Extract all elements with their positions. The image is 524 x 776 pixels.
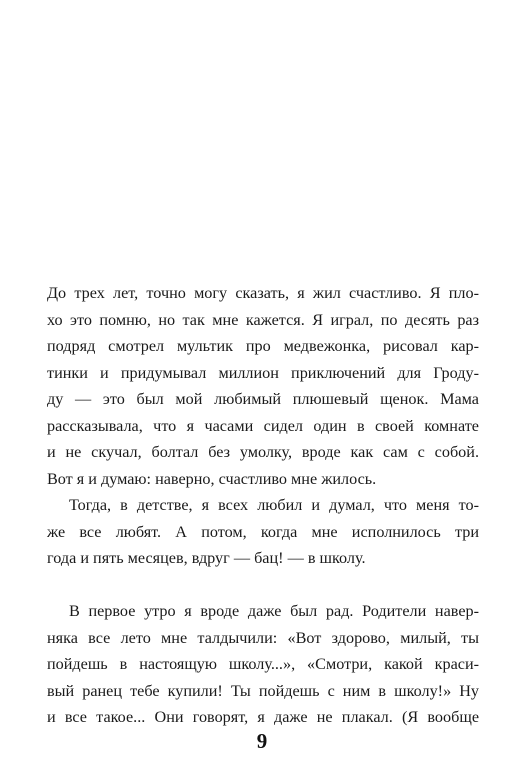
text-line: Вот я и думаю: наверно, счастливо мне жилось.: [47, 469, 377, 488]
text-line: и не скучал, болтал без умолку, вроде как сам с собой.: [47, 443, 479, 461]
paragraph-3: [47, 598, 479, 731]
text-line: вый ранец тебе купили! Ты пойдешь с ним в школу!» Ну: [47, 681, 479, 700]
text-line: года и пять месяцев, вдруг — бац! — в школу.: [47, 549, 366, 567]
text-line: подряд смотрел мультик про медвежонка, рисовал кар-: [47, 337, 479, 355]
text-line: няка все лето мне талдычили: «Вот здорово, милый, ты: [47, 628, 479, 647]
body-text: [47, 280, 479, 731]
text-line: В первое утро я вроде даже был рад. Родители навер-: [69, 602, 479, 620]
text-line: же все любят. А потом, когда мне исполнилось три: [47, 522, 479, 541]
text-line: ду — это был мой любимый плюшевый щенок. Мама: [47, 390, 479, 408]
paragraph-1: [47, 280, 479, 492]
text-line: тинки и придумывал миллион приключений для Гроду-: [47, 363, 479, 382]
page-number: 9: [256, 729, 268, 753]
text-line: рассказывала, что я часами сидел один в своей комнате: [47, 416, 479, 435]
text-line: Тогда, в детстве, я всех любил и думал, что меня то-: [69, 496, 479, 514]
text-line: и все такое... Они говорят, я даже не плакал. (Я вообще: [47, 708, 479, 726]
text-line: хо это помню, но так мне кажется. Я играл, по десять раз: [47, 310, 479, 329]
paragraph-2: [47, 492, 479, 572]
section-break: [47, 572, 479, 599]
text-line: пойдешь в настоящую школу...», «Смотри, какой краси-: [47, 655, 479, 673]
text-line: До трех лет, точно могу сказать, я жил счастливо. Я пло-: [47, 284, 479, 302]
